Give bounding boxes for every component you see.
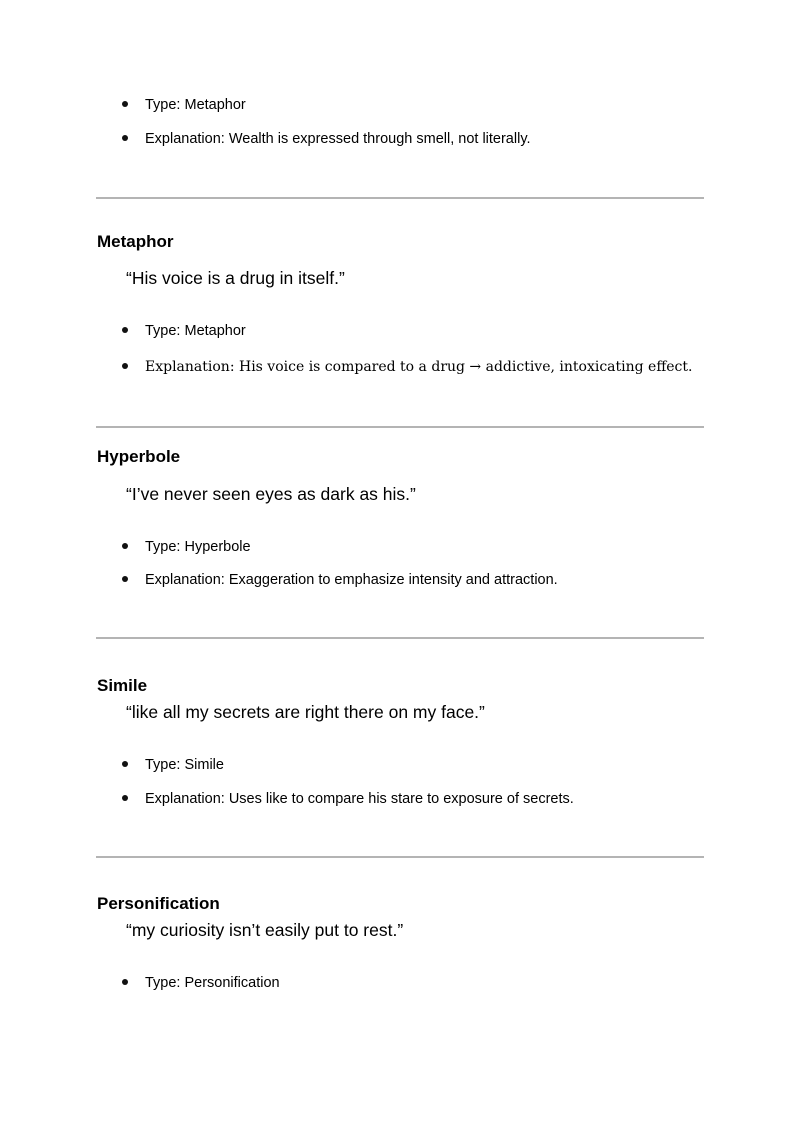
section-divider: [96, 197, 704, 199]
bullet-icon: [122, 101, 128, 107]
explanation-text: Explanation: Uses like to compare his stare to exposure of secrets.: [145, 791, 574, 807]
type-text: Type: Metaphor: [145, 97, 246, 113]
section-divider: [96, 637, 704, 639]
bullet-icon: [122, 576, 128, 582]
bullet-icon: [122, 761, 128, 767]
bullet-icon: [122, 543, 128, 549]
type-text: Type: Metaphor: [145, 323, 246, 339]
type-text: Type: Hyperbole: [145, 539, 251, 555]
quote-text: “like all my secrets are right there on my face.”: [126, 702, 485, 722]
explanation-text: Explanation: Exaggeration to emphasize intensity and attraction.: [145, 572, 558, 588]
explanation-text: Explanation: Wealth is expressed through smell, not literally.: [145, 131, 531, 147]
quote-text: “I’ve never seen eyes as dark as his.”: [126, 484, 416, 504]
bullet-icon: [122, 979, 128, 985]
section-heading: Metaphor: [97, 232, 174, 251]
section-divider: [96, 426, 704, 428]
section-heading: Simile: [97, 676, 148, 695]
section-divider: [96, 856, 704, 858]
quote-text: “His voice is a drug in itself.”: [126, 268, 345, 288]
explanation-text: Explanation: His voice is compared to a drug → addictive, intoxicating effect.: [145, 359, 693, 375]
section-heading: Personification: [97, 894, 220, 913]
bullet-icon: [122, 327, 128, 333]
bullet-icon: [122, 135, 128, 141]
type-text: Type: Simile: [145, 757, 224, 773]
quote-text: “my curiosity isn’t easily put to rest.”: [126, 920, 404, 940]
bullet-icon: [122, 795, 128, 801]
bullet-icon: [122, 363, 128, 369]
type-text: Type: Personification: [145, 975, 280, 991]
section-heading: Hyperbole: [97, 447, 181, 466]
